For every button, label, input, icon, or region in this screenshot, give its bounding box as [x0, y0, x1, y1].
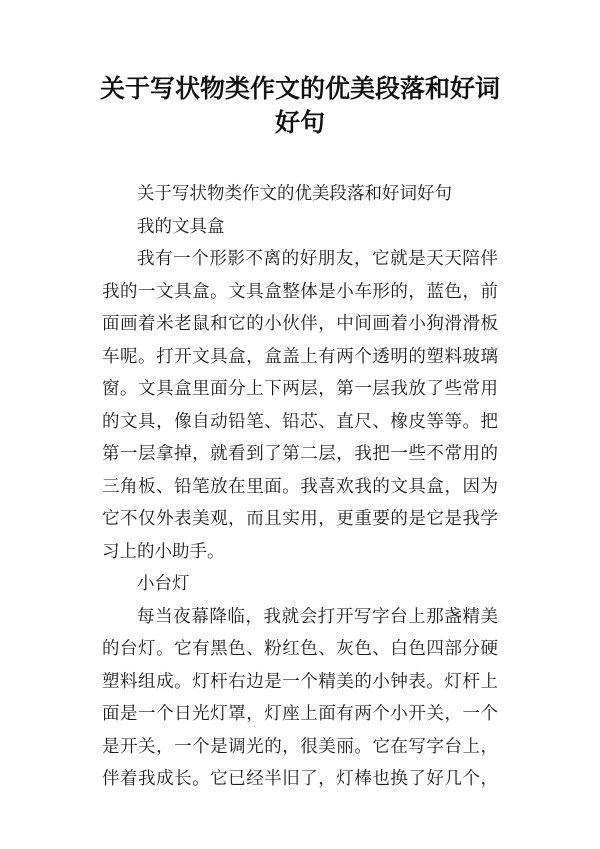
paragraph-line: 面画着米老鼠和它的小伙伴，中间画着小狗滑滑板	[102, 314, 498, 334]
paragraph-line: 窗。文具盒里面分上下两层，第一层我放了些常用	[102, 379, 498, 399]
paragraph-line: 面是一个日光灯罩，灯座上面有两个小开关，一个	[102, 704, 498, 724]
paragraph-line: 第一层拿掉，就看到了第二层，我把一些不常用的	[102, 444, 498, 464]
title-line-2: 好句	[274, 108, 325, 137]
paragraph-line: 它不仅外表美观，而且实用，更重要的是它是我学	[102, 509, 498, 529]
paragraph-line: 我有一个形影不离的好朋友，它就是天天陪伴	[137, 249, 498, 269]
paragraph-line: 塑料组成。灯杆右边是一个精美的小钟表。灯杆上	[102, 671, 498, 692]
paragraph-line: 是开关，一个是调光的，很美丽。它在写字台上，	[102, 736, 498, 757]
paragraph-line: 三角板、铅笔放在里面。我喜欢我的文具盒，因为	[102, 476, 498, 497]
paragraph-stationery-box	[102, 243, 498, 568]
document-body	[102, 178, 498, 796]
paragraph-line: 车呢。打开文具盒，盒盖上有两个透明的塑料玻璃	[102, 346, 498, 367]
document-title	[100, 72, 500, 140]
section-heading-stationery-box: 我的文具盒	[137, 216, 225, 237]
subtitle: 关于写状物类作文的优美段落和好词好句	[137, 184, 452, 204]
paragraph-line: 的文具，像自动铅笔、铅芯、直尺、橡皮等等。把	[102, 411, 498, 432]
paragraph-desk-lamp	[102, 601, 498, 796]
paragraph-line: 习上的小助手。	[102, 541, 225, 562]
title-line-1: 关于写状物类作文的优美段落和好词	[100, 74, 501, 103]
paragraph-line: 每当夜幕降临，我就会打开写字台上那盏精美	[137, 606, 498, 627]
paragraph-line: 的台灯。它有黑色、粉红色、灰色、白色四部分硬	[102, 639, 498, 659]
paragraph-line: 伴着我成长。它已经半旧了，灯棒也换了好几个，	[102, 769, 498, 789]
paragraph-line: 我的一文具盒。文具盒整体是小车形的，蓝色，前	[102, 281, 498, 302]
section-heading-desk-lamp: 小台灯	[137, 574, 190, 594]
